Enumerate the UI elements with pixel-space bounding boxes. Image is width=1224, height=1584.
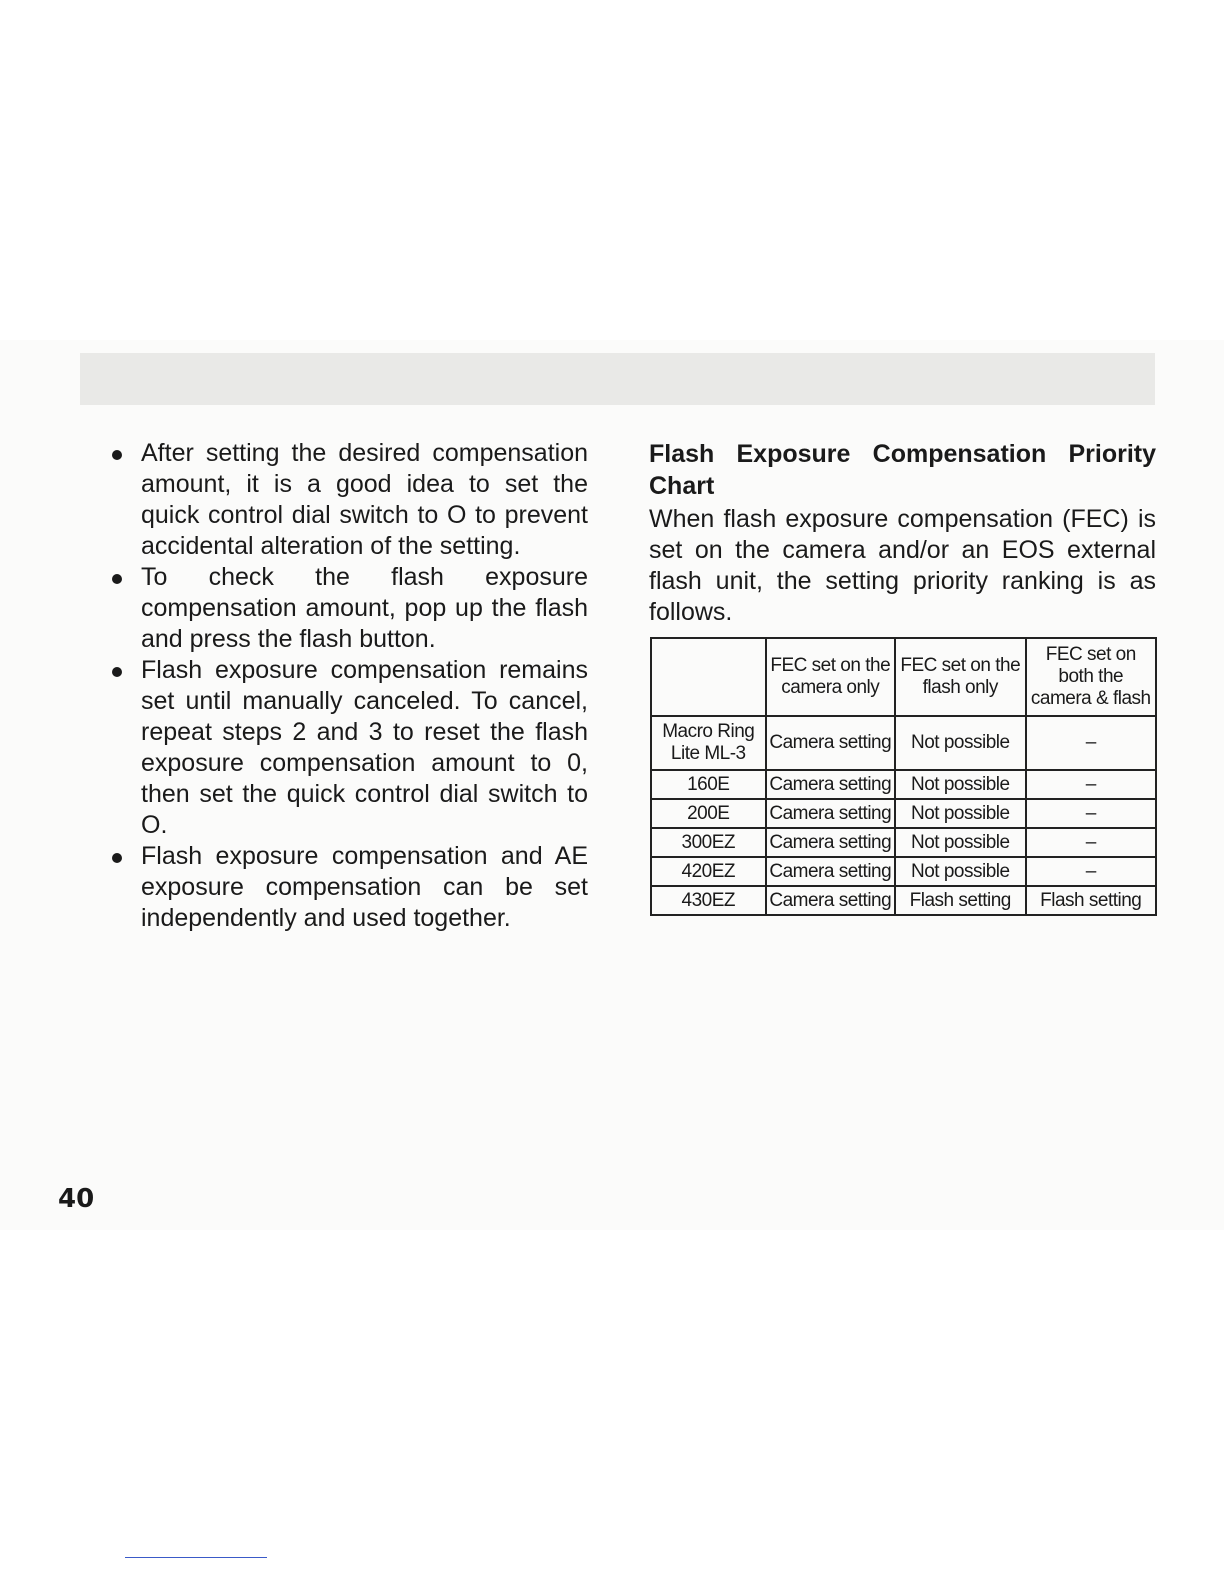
table-cell: Camera setting bbox=[766, 799, 896, 828]
table-cell: – bbox=[1026, 857, 1156, 886]
bullet-list bbox=[108, 438, 588, 934]
page-number: 40 bbox=[58, 1184, 95, 1214]
table-cell: 160E bbox=[651, 770, 766, 799]
table-row bbox=[651, 828, 1156, 857]
table-header-row bbox=[651, 638, 1156, 716]
footer-rule bbox=[125, 1557, 267, 1558]
bullet-icon bbox=[112, 667, 122, 677]
table-cell: Not possible bbox=[895, 770, 1026, 799]
table-row bbox=[651, 770, 1156, 799]
table-row bbox=[651, 857, 1156, 886]
table-cell: 430EZ bbox=[651, 886, 766, 915]
table-cell: 420EZ bbox=[651, 857, 766, 886]
table-cell: Macro Ring Lite ML-3 bbox=[651, 716, 766, 770]
table-cell: Flash setting bbox=[1026, 886, 1156, 915]
table-cell: 200E bbox=[651, 799, 766, 828]
table-cell: 300EZ bbox=[651, 828, 766, 857]
table-cell: Camera setting bbox=[766, 857, 896, 886]
table-cell: – bbox=[1026, 716, 1156, 770]
bullet-icon bbox=[112, 853, 122, 863]
table-cell: – bbox=[1026, 799, 1156, 828]
table-cell: Flash setting bbox=[895, 886, 1026, 915]
bullet-icon bbox=[112, 574, 122, 584]
table-cell: – bbox=[1026, 828, 1156, 857]
table-header-cell bbox=[651, 638, 766, 716]
right-column bbox=[649, 438, 1156, 628]
chart-title: Flash Exposure Compensation Priority Chart bbox=[649, 440, 1156, 500]
table-header-cell: FEC set on the camera only bbox=[766, 638, 896, 716]
table-header-cell: FEC set on the flash only bbox=[895, 638, 1026, 716]
table-cell: – bbox=[1026, 770, 1156, 799]
table-cell: Camera setting bbox=[766, 716, 896, 770]
bullet-text: After setting the desired compensation amount, it is a good idea to set the quick control dial switch to O to prevent accidental alteration of the setting. bbox=[141, 439, 588, 560]
bullet-item bbox=[108, 655, 588, 841]
bullet-text: Flash exposure compensation remains set until manually canceled. To cancel, repeat steps 2 and 3 to reset the flash exposure compensation amount to 0, then set the quick control dial switch to O. bbox=[141, 656, 588, 839]
bullet-item bbox=[108, 841, 588, 934]
table-cell: Camera setting bbox=[766, 828, 896, 857]
table-cell: Not possible bbox=[895, 716, 1026, 770]
table-row bbox=[651, 886, 1156, 915]
table-row bbox=[651, 799, 1156, 828]
left-column bbox=[108, 438, 588, 934]
bullet-item bbox=[108, 562, 588, 655]
header-band bbox=[80, 353, 1155, 405]
table-cell: Not possible bbox=[895, 828, 1026, 857]
table-row bbox=[651, 716, 1156, 770]
table-cell: Not possible bbox=[895, 857, 1026, 886]
table-cell: Camera setting bbox=[766, 770, 896, 799]
priority-table bbox=[650, 637, 1157, 916]
table-cell: Camera setting bbox=[766, 886, 896, 915]
bullet-icon bbox=[112, 450, 122, 460]
bullet-text: To check the flash exposure compensation amount, pop up the flash and press the flash button. bbox=[141, 563, 588, 653]
table-header-cell: FEC set on both the camera & flash bbox=[1026, 638, 1156, 716]
chart-intro: When flash exposure compensation (FEC) is set on the camera and/or an EOS external flash unit, the setting priority ranking is as follows. bbox=[649, 505, 1156, 626]
bullet-item bbox=[108, 438, 588, 562]
table-cell: Not possible bbox=[895, 799, 1026, 828]
bullet-text: Flash exposure compensation and AE exposure compensation can be set independently and used together. bbox=[141, 842, 588, 932]
